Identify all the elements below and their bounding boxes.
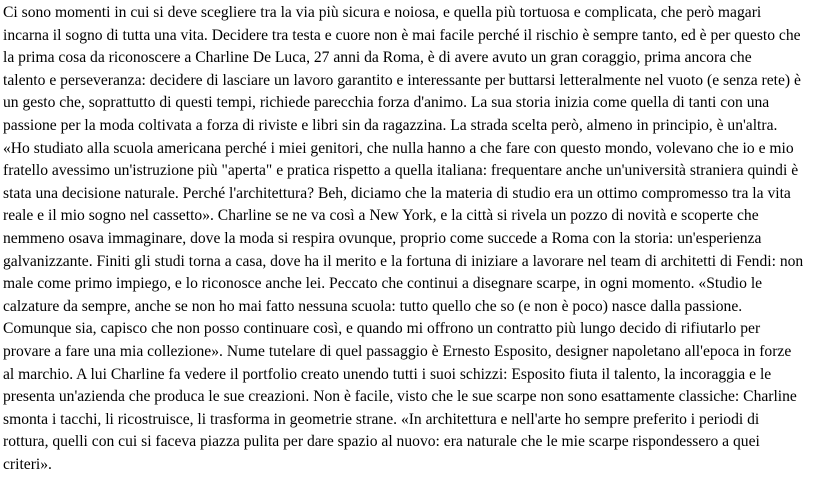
text-line: male come primo impiego, e lo riconosce anche lei. Peccato che continui a disegnare scarpe, in ogni momento. «Studio le xyxy=(3,275,763,293)
text-line: smonta i tacchi, li ricostruisce, li trasforma in geometrie strane. «In architettura e nell'arte ho sempre preferito i periodi di xyxy=(3,410,760,428)
text-line: reale e il mio sogno nel cassetto». Charline se ne va così a New York, e la città si rivela un pozzo di novità e scoperte che xyxy=(3,207,759,225)
text-line: criteri». xyxy=(3,455,52,473)
text-line: nemmeno osava immaginare, dove la moda si respira ovunque, proprio come succede a Roma con la storia: un'esperienza xyxy=(3,229,762,247)
text-line: al marchio. A lui Charline fa vedere il portfolio creato unendo tutti i suoi schizzi: Esposito fiuta il talento, la incoraggia e le xyxy=(3,365,772,383)
text-line: incarna il sogno di tutta una vita. Decidere tra testa e cuore non è mai facile perché il rischio è sempre tanto, ed è per questo che xyxy=(3,26,801,44)
text-line: Comunque sia, capisco che non posso continuare così, e quando mi offrono un contratto più lungo decido di rifiutarlo per xyxy=(3,320,761,338)
text-line: talento e perseveranza: decidere di lasciare un lavoro garantito e interessante per buttarsi letteralmente nel vuoto (e senza rete) è xyxy=(3,71,801,89)
text-line: galvanizzante. Finiti gli studi torna a casa, dove ha il merito e la fortuna di iniziare a lavorare nel team di architetti di Fendi: non xyxy=(3,252,804,270)
text-line: la prima cosa da riconoscere a Charline De Luca, 27 anni da Roma, è di avere avuto un gran coraggio, prima ancora che xyxy=(3,49,752,67)
text-line: Ci sono momenti in cui si deve scegliere tra la via più sicura e noiosa, e quella più tortuosa e complicata, che però magari xyxy=(3,4,762,21)
text-line: un gesto che, soprattutto di questi tempi, richiede parecchia forza d'animo. La sua storia inizia come quella di tanti con una xyxy=(3,94,770,112)
text-line: calzature da sempre, anche se non ho mai fatto nessuna scuola: tutto quello che so (e non è poco) nasce dalla passione. xyxy=(3,297,743,315)
text-line: provare a fare una mia collezione». Nume tutelare di quel passaggio è Ernesto Esposito, designer napoletano all'epoca in forze xyxy=(3,342,792,360)
text-line: fratello avessimo un'istruzione più "aperta" e pratica rispetto a quella italiana: frequentare anche un'università straniera quindi è xyxy=(3,162,799,180)
text-line: rottura, quelli con cui si faceva piazza pulita per dare spazio al nuovo: era naturale che le mie scarpe rispondessero a quei xyxy=(3,433,760,451)
text-line: passione per la moda coltivata a forza di riviste e libri sin da ragazzina. La strada scelta però, almeno in principio, è un'altra. xyxy=(3,116,778,134)
text-line: «Ho studiato alla scuola americana perché i miei genitori, che nulla hanno a che fare con questo mondo, volevano che io e mio xyxy=(3,139,794,157)
text-line: stata una decisione naturale. Perché l'architettura? Beh, diciamo che la materia di studio era un ottimo compromesso tra la vita xyxy=(3,184,791,202)
text-line: presenta un'azienda che produca le sue creazioni. Non è facile, visto che le sue scarpe non sono esattamente classiche: Charline xyxy=(3,388,797,406)
